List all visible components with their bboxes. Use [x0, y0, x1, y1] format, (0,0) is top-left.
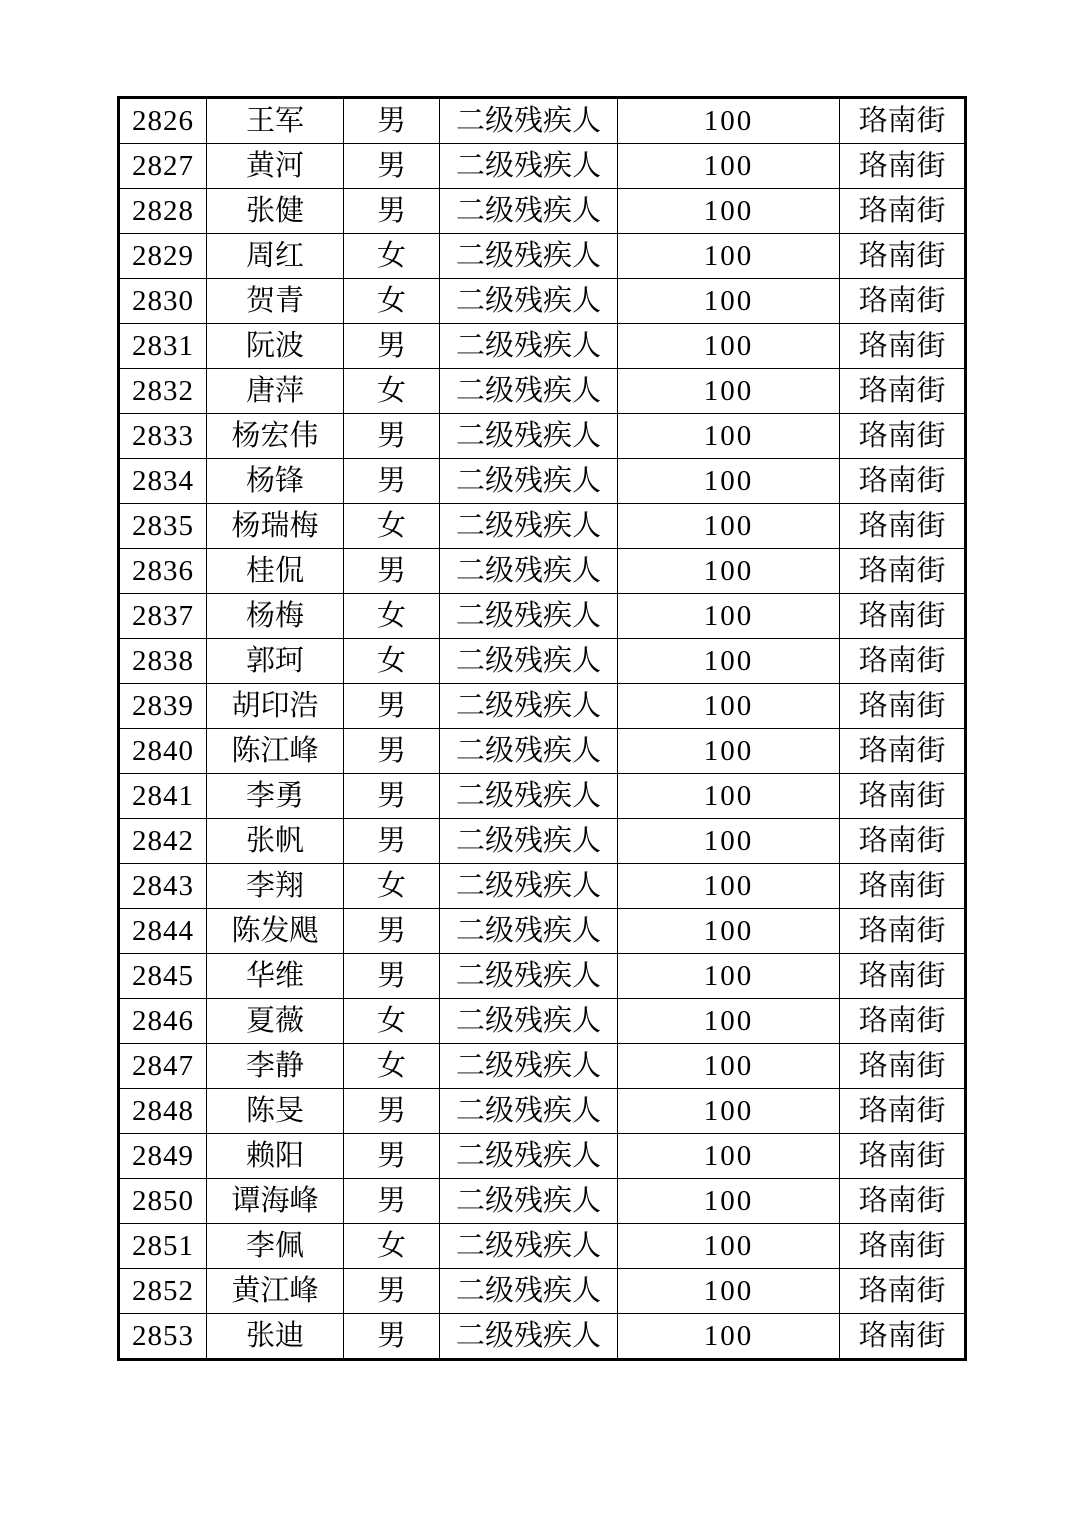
cell-name: 华维 [207, 954, 344, 999]
cell-gender: 男 [344, 98, 440, 144]
cell-id: 2845 [119, 954, 207, 999]
cell-name: 胡印浩 [207, 684, 344, 729]
cell-gender: 女 [344, 639, 440, 684]
cell-street: 珞南街 [840, 909, 966, 954]
cell-amount: 100 [618, 954, 840, 999]
table-row [119, 549, 966, 594]
cell-id: 2853 [119, 1314, 207, 1360]
cell-name: 郭珂 [207, 639, 344, 684]
cell-amount: 100 [618, 909, 840, 954]
cell-amount: 100 [618, 1089, 840, 1134]
cell-amount: 100 [618, 98, 840, 144]
cell-gender: 男 [344, 144, 440, 189]
cell-id: 2830 [119, 279, 207, 324]
cell-id: 2841 [119, 774, 207, 819]
cell-gender: 女 [344, 594, 440, 639]
cell-category: 二级残疾人 [440, 504, 618, 549]
cell-amount: 100 [618, 1044, 840, 1089]
cell-name: 桂侃 [207, 549, 344, 594]
cell-amount: 100 [618, 144, 840, 189]
cell-gender: 女 [344, 1224, 440, 1269]
cell-id: 2844 [119, 909, 207, 954]
table-row [119, 1044, 966, 1089]
cell-street: 珞南街 [840, 999, 966, 1044]
cell-category: 二级残疾人 [440, 459, 618, 504]
cell-id: 2850 [119, 1179, 207, 1224]
cell-street: 珞南街 [840, 774, 966, 819]
cell-id: 2826 [119, 98, 207, 144]
cell-name: 夏薇 [207, 999, 344, 1044]
table-row [119, 864, 966, 909]
cell-gender: 男 [344, 414, 440, 459]
table-row [119, 1314, 966, 1360]
table-row [119, 999, 966, 1044]
cell-category: 二级残疾人 [440, 864, 618, 909]
table-row [119, 504, 966, 549]
table-body [119, 98, 966, 1360]
cell-street: 珞南街 [840, 954, 966, 999]
cell-street: 珞南街 [840, 324, 966, 369]
cell-gender: 女 [344, 1044, 440, 1089]
cell-category: 二级残疾人 [440, 144, 618, 189]
cell-name: 李静 [207, 1044, 344, 1089]
cell-street: 珞南街 [840, 144, 966, 189]
cell-street: 珞南街 [840, 414, 966, 459]
cell-name: 杨宏伟 [207, 414, 344, 459]
subsidy-roster-table [117, 96, 967, 1361]
cell-id: 2836 [119, 549, 207, 594]
cell-gender: 男 [344, 324, 440, 369]
cell-category: 二级残疾人 [440, 324, 618, 369]
cell-name: 黄江峰 [207, 1269, 344, 1314]
cell-name: 贺青 [207, 279, 344, 324]
cell-id: 2828 [119, 189, 207, 234]
cell-amount: 100 [618, 369, 840, 414]
table-row [119, 1179, 966, 1224]
cell-street: 珞南街 [840, 729, 966, 774]
cell-category: 二级残疾人 [440, 1269, 618, 1314]
cell-category: 二级残疾人 [440, 999, 618, 1044]
cell-name: 黄河 [207, 144, 344, 189]
table-row [119, 459, 966, 504]
table-row [119, 774, 966, 819]
cell-street: 珞南街 [840, 459, 966, 504]
cell-amount: 100 [618, 1224, 840, 1269]
cell-category: 二级残疾人 [440, 774, 618, 819]
cell-name: 陈发飓 [207, 909, 344, 954]
cell-name: 周红 [207, 234, 344, 279]
table-row [119, 414, 966, 459]
cell-amount: 100 [618, 729, 840, 774]
cell-gender: 男 [344, 189, 440, 234]
cell-id: 2835 [119, 504, 207, 549]
table-row [119, 684, 966, 729]
table-row [119, 1269, 966, 1314]
cell-id: 2829 [119, 234, 207, 279]
cell-name: 唐萍 [207, 369, 344, 414]
cell-name: 陈江峰 [207, 729, 344, 774]
cell-category: 二级残疾人 [440, 279, 618, 324]
cell-category: 二级残疾人 [440, 1314, 618, 1360]
cell-gender: 女 [344, 369, 440, 414]
cell-category: 二级残疾人 [440, 1179, 618, 1224]
table-row [119, 639, 966, 684]
cell-street: 珞南街 [840, 98, 966, 144]
cell-gender: 男 [344, 819, 440, 864]
cell-name: 赖阳 [207, 1134, 344, 1179]
cell-street: 珞南街 [840, 1269, 966, 1314]
table-row [119, 819, 966, 864]
cell-street: 珞南街 [840, 1044, 966, 1089]
cell-amount: 100 [618, 504, 840, 549]
cell-gender: 女 [344, 279, 440, 324]
cell-category: 二级残疾人 [440, 954, 618, 999]
cell-id: 2832 [119, 369, 207, 414]
cell-name: 李勇 [207, 774, 344, 819]
cell-category: 二级残疾人 [440, 1044, 618, 1089]
cell-street: 珞南街 [840, 279, 966, 324]
cell-name: 杨锋 [207, 459, 344, 504]
cell-category: 二级残疾人 [440, 234, 618, 279]
cell-category: 二级残疾人 [440, 1134, 618, 1179]
cell-id: 2847 [119, 1044, 207, 1089]
cell-category: 二级残疾人 [440, 639, 618, 684]
cell-id: 2833 [119, 414, 207, 459]
cell-gender: 男 [344, 909, 440, 954]
table-row [119, 954, 966, 999]
cell-category: 二级残疾人 [440, 819, 618, 864]
cell-amount: 100 [618, 1134, 840, 1179]
cell-category: 二级残疾人 [440, 549, 618, 594]
cell-gender: 男 [344, 1179, 440, 1224]
cell-amount: 100 [618, 1179, 840, 1224]
table-row [119, 189, 966, 234]
table-row [119, 594, 966, 639]
cell-id: 2842 [119, 819, 207, 864]
cell-street: 珞南街 [840, 504, 966, 549]
cell-name: 杨梅 [207, 594, 344, 639]
cell-gender: 男 [344, 954, 440, 999]
cell-street: 珞南街 [840, 639, 966, 684]
cell-gender: 女 [344, 234, 440, 279]
table-row [119, 324, 966, 369]
cell-id: 2848 [119, 1089, 207, 1134]
cell-amount: 100 [618, 189, 840, 234]
cell-amount: 100 [618, 819, 840, 864]
table-row [119, 369, 966, 414]
table-row [119, 98, 966, 144]
cell-gender: 男 [344, 684, 440, 729]
cell-amount: 100 [618, 324, 840, 369]
cell-category: 二级残疾人 [440, 594, 618, 639]
cell-id: 2851 [119, 1224, 207, 1269]
cell-name: 谭海峰 [207, 1179, 344, 1224]
cell-street: 珞南街 [840, 369, 966, 414]
cell-id: 2838 [119, 639, 207, 684]
cell-gender: 男 [344, 549, 440, 594]
cell-id: 2837 [119, 594, 207, 639]
cell-street: 珞南街 [840, 234, 966, 279]
cell-amount: 100 [618, 639, 840, 684]
table-row [119, 1089, 966, 1134]
cell-street: 珞南街 [840, 189, 966, 234]
cell-gender: 男 [344, 1314, 440, 1360]
cell-category: 二级残疾人 [440, 684, 618, 729]
table-row [119, 234, 966, 279]
cell-gender: 男 [344, 729, 440, 774]
cell-gender: 女 [344, 864, 440, 909]
cell-id: 2843 [119, 864, 207, 909]
cell-category: 二级残疾人 [440, 98, 618, 144]
cell-amount: 100 [618, 774, 840, 819]
cell-amount: 100 [618, 279, 840, 324]
cell-amount: 100 [618, 234, 840, 279]
cell-gender: 男 [344, 774, 440, 819]
cell-amount: 100 [618, 1314, 840, 1360]
cell-id: 2827 [119, 144, 207, 189]
cell-category: 二级残疾人 [440, 1224, 618, 1269]
cell-id: 2839 [119, 684, 207, 729]
table-row [119, 729, 966, 774]
cell-street: 珞南街 [840, 1134, 966, 1179]
cell-amount: 100 [618, 684, 840, 729]
cell-id: 2831 [119, 324, 207, 369]
cell-amount: 100 [618, 999, 840, 1044]
cell-category: 二级残疾人 [440, 414, 618, 459]
cell-amount: 100 [618, 594, 840, 639]
cell-id: 2834 [119, 459, 207, 504]
cell-gender: 男 [344, 1269, 440, 1314]
cell-category: 二级残疾人 [440, 1089, 618, 1134]
cell-name: 李佩 [207, 1224, 344, 1269]
table-row [119, 1134, 966, 1179]
cell-category: 二级残疾人 [440, 909, 618, 954]
cell-amount: 100 [618, 549, 840, 594]
cell-street: 珞南街 [840, 684, 966, 729]
cell-category: 二级残疾人 [440, 729, 618, 774]
cell-gender: 女 [344, 504, 440, 549]
table-row [119, 909, 966, 954]
table-row [119, 1224, 966, 1269]
cell-id: 2846 [119, 999, 207, 1044]
cell-category: 二级残疾人 [440, 369, 618, 414]
cell-name: 杨瑞梅 [207, 504, 344, 549]
cell-street: 珞南街 [840, 594, 966, 639]
table-row [119, 279, 966, 324]
cell-gender: 女 [344, 999, 440, 1044]
cell-street: 珞南街 [840, 549, 966, 594]
cell-gender: 男 [344, 459, 440, 504]
table-row [119, 144, 966, 189]
cell-id: 2849 [119, 1134, 207, 1179]
cell-street: 珞南街 [840, 1224, 966, 1269]
cell-street: 珞南街 [840, 819, 966, 864]
cell-name: 陈旻 [207, 1089, 344, 1134]
cell-amount: 100 [618, 414, 840, 459]
cell-category: 二级残疾人 [440, 189, 618, 234]
cell-name: 李翔 [207, 864, 344, 909]
cell-street: 珞南街 [840, 1314, 966, 1360]
cell-street: 珞南街 [840, 1179, 966, 1224]
cell-name: 阮波 [207, 324, 344, 369]
cell-name: 张帆 [207, 819, 344, 864]
cell-amount: 100 [618, 459, 840, 504]
cell-name: 张健 [207, 189, 344, 234]
cell-street: 珞南街 [840, 1089, 966, 1134]
cell-name: 王军 [207, 98, 344, 144]
cell-id: 2840 [119, 729, 207, 774]
cell-id: 2852 [119, 1269, 207, 1314]
cell-amount: 100 [618, 1269, 840, 1314]
cell-gender: 男 [344, 1134, 440, 1179]
cell-gender: 男 [344, 1089, 440, 1134]
cell-street: 珞南街 [840, 864, 966, 909]
cell-amount: 100 [618, 864, 840, 909]
cell-name: 张迪 [207, 1314, 344, 1360]
